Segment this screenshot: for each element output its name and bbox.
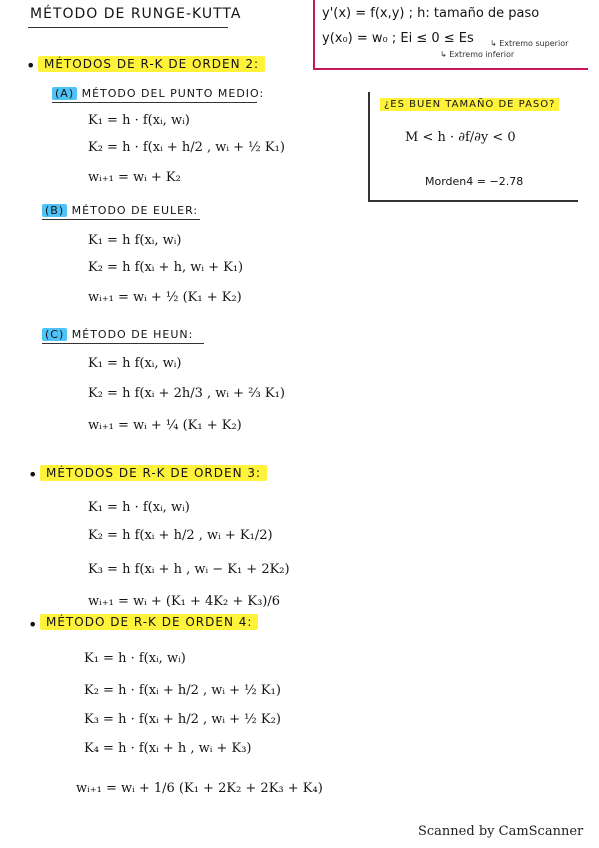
underline-midpoint <box>52 102 257 103</box>
tag-b: (B) <box>42 204 67 217</box>
eq-euler-w: wᵢ₊₁ = wᵢ + ½ (K₁ + K₂) <box>88 290 242 305</box>
eq-order4-k4: K₄ = h · f(xᵢ + h , wᵢ + K₃) <box>84 741 252 756</box>
bullet-icon: • <box>26 56 36 75</box>
heading-order-2: MÉTODOS DE R-K DE ORDEN 2: <box>38 56 265 72</box>
page-title: MÉTODO DE RUNGE-KUTTA <box>30 6 242 22</box>
info-ode-definition: y'(x) = f(x,y) ; h: tamaño de paso <box>322 6 540 21</box>
eq-order3-k2: K₂ = h f(xᵢ + h/2 , wᵢ + K₁/2) <box>88 528 273 543</box>
eq-order3-k3: K₃ = h f(xᵢ + h , wᵢ − K₁ + 2K₂) <box>88 562 290 577</box>
eq-order4-k2: K₂ = h · f(xᵢ + h/2 , wᵢ + ½ K₁) <box>84 683 281 698</box>
eq-order3-k1: K₁ = h · f(xᵢ, wᵢ) <box>88 500 190 515</box>
step-size-value: Morden4 = −2.78 <box>425 175 524 188</box>
eq-heun-k1: K₁ = h f(xᵢ, wᵢ) <box>88 356 182 371</box>
eq-midpoint-w: wᵢ₊₁ = wᵢ + K₂ <box>88 170 181 185</box>
underline-euler <box>42 219 200 220</box>
camscanner-watermark: Scanned by CamScanner <box>418 824 584 839</box>
title-underline <box>28 27 228 28</box>
title-heun: MÉTODO DE HEUN: <box>71 328 194 341</box>
bullet-icon: • <box>28 615 38 634</box>
subheading-euler <box>42 204 198 217</box>
eq-order4-k3: K₃ = h · f(xᵢ + h/2 , wᵢ + ½ K₂) <box>84 712 281 727</box>
heading-order-3: MÉTODOS DE R-K DE ORDEN 3: <box>40 465 267 481</box>
title-euler: MÉTODO DE EULER: <box>71 204 199 217</box>
bullet-icon: • <box>28 465 38 484</box>
eq-order4-k1: K₁ = h · f(xᵢ, wᵢ) <box>84 651 186 666</box>
note-lower-bound: ↳ Extremo inferior <box>440 50 515 59</box>
eq-euler-k2: K₂ = h f(xᵢ + h, wᵢ + K₁) <box>88 260 244 275</box>
note-upper-bound: ↳ Extremo superior <box>490 39 569 48</box>
eq-midpoint-k2: K₂ = h · f(xᵢ + h/2 , wᵢ + ½ K₁) <box>88 140 285 155</box>
eq-midpoint-k1: K₁ = h · f(xᵢ, wᵢ) <box>88 113 190 128</box>
title-midpoint: MÉTODO DEL PUNTO MEDIO: <box>81 87 265 100</box>
eq-heun-w: wᵢ₊₁ = wᵢ + ¼ (K₁ + K₂) <box>88 418 242 433</box>
subheading-heun <box>42 328 193 341</box>
subheading-midpoint <box>52 87 264 100</box>
tag-c: (C) <box>42 328 67 341</box>
eq-order3-w: wᵢ₊₁ = wᵢ + (K₁ + 4K₂ + K₃)/6 <box>88 594 281 609</box>
heading-order-4: MÉTODO DE R-K DE ORDEN 4: <box>40 614 258 630</box>
eq-heun-k2: K₂ = h f(xᵢ + 2h/3 , wᵢ + ⅔ K₁) <box>88 386 285 401</box>
underline-heun <box>42 343 204 344</box>
step-size-question: ¿ES BUEN TAMAÑO DE PASO? <box>380 98 559 111</box>
tag-a: (A) <box>52 87 77 100</box>
eq-order4-w: wᵢ₊₁ = wᵢ + 1/6 (K₁ + 2K₂ + 2K₃ + K₄) <box>76 781 323 796</box>
eq-euler-k1: K₁ = h f(xᵢ, wᵢ) <box>88 233 182 248</box>
step-size-condition: M < h · ∂f/∂y < 0 <box>405 130 516 145</box>
info-initial-condition: y(x₀) = w₀ ; Ei ≤ 0 ≤ Es <box>322 31 474 46</box>
